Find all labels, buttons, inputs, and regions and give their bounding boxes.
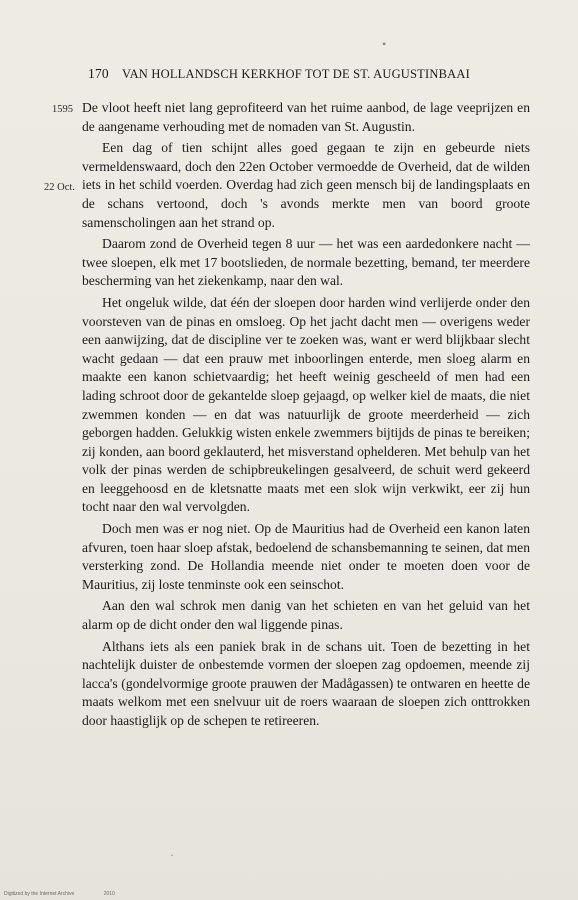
margin-note-year: 1595: [52, 104, 73, 115]
paragraph: Doch men was er nog niet. Op de Mauritius had de Overheid een kanon laten afvuren, toen haar sloep afstak, bedoelend de schansbemanning te seinen, dat men versterking zond. De Hollandia meende niet onder te moeten doen voor de Mauritius, zij loste tenminste ook een seinschot.: [82, 521, 530, 592]
paragraph: Daarom zond de Overheid tegen 8 uur — het was een aardedonkere nacht — twee sloepen, elk met 17 bootslieden, de normale bezetting, bemand, ter meerdere bescherming van het ziekenkamp, naar den wal.: [82, 236, 530, 289]
running-title: VAN HOLLANDSCH KERKHOF TOT DE ST. AUGUSTINBAAI: [121, 67, 470, 81]
footer-left: Digitized by the Internet Archive: [4, 891, 75, 897]
scan-footer: [4, 891, 143, 897]
paragraph: Een dag of tien schijnt alles goed gegaan te zijn en gebeurde niets vermeldenswaard, doch den 22en October vermoedde de Overheid, dat de wilden iets in het schild voerden. Overdag had zich geen mensch bij de landingsplaats en de schans vertoond, doch 's avonds merkte men van boord groote samenscholingen aan het strand op.: [82, 140, 530, 230]
paper-speck: ·: [170, 848, 174, 862]
running-header: [88, 66, 528, 82]
page-number: 170: [88, 66, 109, 81]
margin-note-date: 22 Oct.: [44, 182, 75, 193]
paragraph: Aan den wal schrok men danig van het schieten en van het geluid van het alarm op de dicht onder den wal liggende pinas.: [82, 598, 530, 633]
paragraph: Het ongeluk wilde, dat één der sloepen door harden wind verlijerde onder den voorsteven van de pinas en omsloeg. Op het jacht dacht men — overigens weder een aanwijzing, dat de discipline ver te zoeken was, want er werd blijkbaar slecht wacht gedaan — dat een prauw met inboorlingen enterde, men sloeg alarm en maakte een kanon schietvaardig; het heeft weinig gescheeld of men had een lading schroot door de gekantelde sloep gejaagd, op welker kiel de maats, die niet zwemmen konden — en dat was natuurlijk de groote meerderheid — zich geborgen hadden. Gelukkig wisten enkele zwemmers bijtijds de pinas te bereiken; zij konden, aan boord geklauterd, het misverstand ophelderen. Met behulp van het volk der pinas werden de schipbreukelingen gesalveerd, de schuit werd gekeerd en leeggehoosd en de kletsnatte maats met een slok wijn verkwikt, eer zij hun tocht naar den wal vervolgden.: [82, 294, 530, 515]
paragraph: De vloot heeft niet lang geprofiteerd van het ruime aanbod, de lage veeprijzen en de aangename verhouding met de nomaden van St. Augustin.: [82, 100, 530, 134]
paragraph: Althans iets als een paniek brak in de schans uit. Toen de bezetting in het nachtelijk duister de onbestemde vormen der sloepen zag opdoemen, meende zij lacca's (gondelvormige groote prauwen der Madågassen) te ontwaren en heette de maats welkom met een snelvuur uit de roers waaraan de sloepen zich onttrokken door haastiglijk op de schepen te retireeren.: [82, 638, 530, 728]
paper-speck: •: [382, 37, 387, 51]
footer-right: 2010: [103, 891, 115, 897]
body-text: [82, 99, 530, 734]
